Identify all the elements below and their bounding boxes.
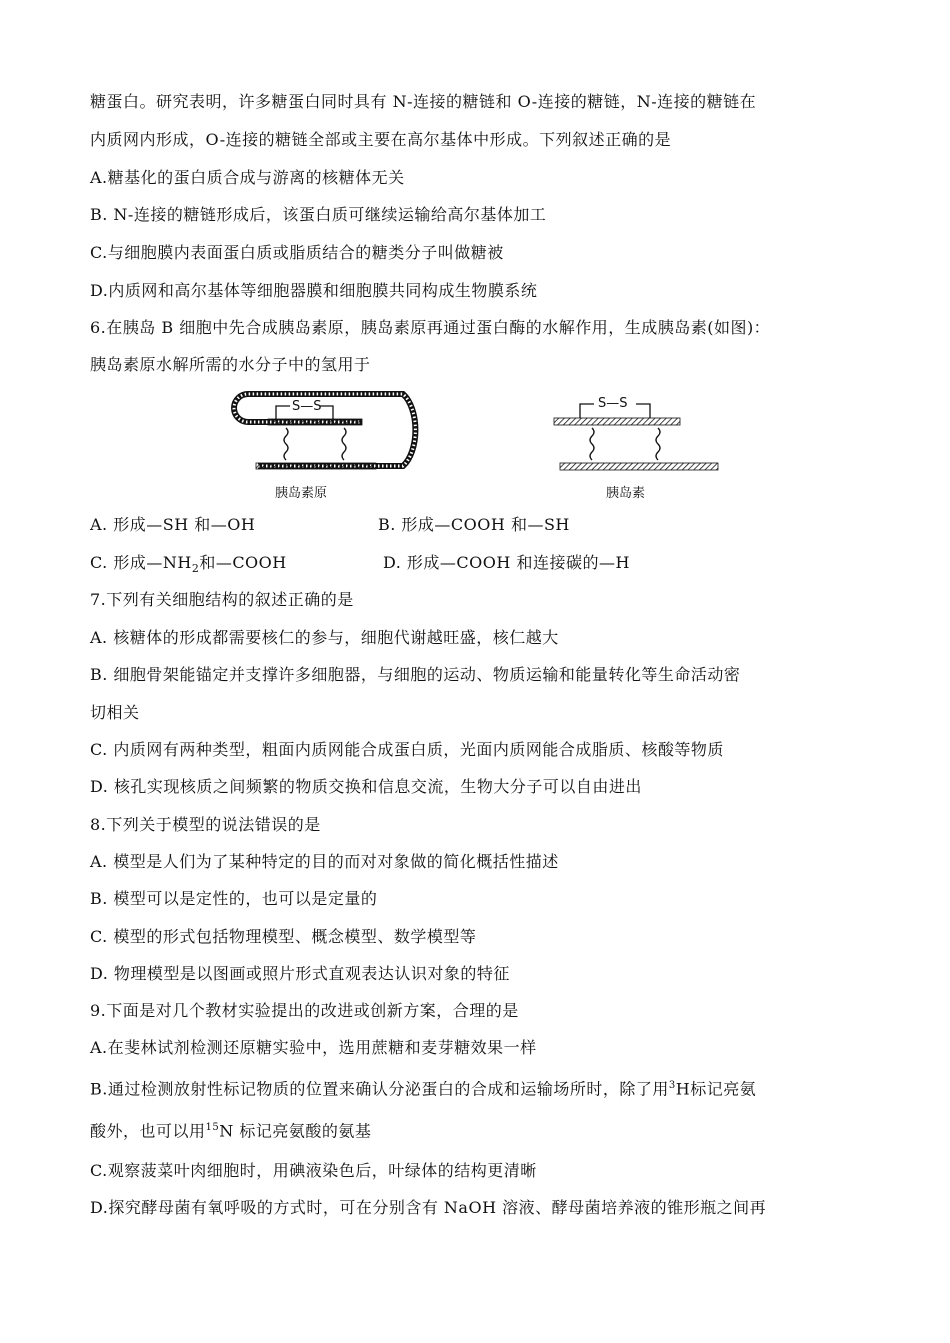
question-6-cont: 胰岛素原水解所需的水分子中的氢用于	[90, 355, 371, 374]
q6-option-d: D. 形成—COOH 和连接碳的—H	[383, 553, 630, 572]
figure-label-proinsulin: 胰岛素原	[275, 486, 328, 501]
q8-option-d: D. 物理模型是以图画或照片形式直观表达认识对象的特征	[90, 964, 510, 983]
figure-label-insulin: 胰岛素	[606, 486, 646, 501]
question-7: 7.下列有关细胞结构的叙述正确的是	[90, 590, 354, 609]
option-d: D.内质网和高尔基体等细胞器膜和细胞膜共同构成生物膜系统	[90, 281, 538, 300]
q7-option-b: B. 细胞骨架能锚定并支撑许多细胞器，与细胞的运动、物质运输和能量转化等生命活动密	[90, 665, 741, 684]
q9-option-b-cont-text: 酸外，也可以用	[90, 1121, 206, 1141]
q6-option-c-text: C. 形成—NH	[90, 553, 192, 572]
disulfide-label-right: S—S	[598, 396, 628, 411]
q7-option-b-cont: 切相关	[90, 703, 140, 722]
insulin-figure	[552, 396, 722, 476]
option-a: A.糖基化的蛋白质合成与游离的核糖体无关	[90, 168, 405, 187]
q6-option-c	[90, 553, 287, 579]
question-9: 9.下面是对几个教材实验提出的改进或创新方案，合理的是	[90, 1001, 519, 1020]
text-line: 内质网内形成，O-连接的糖链全部或主要在高尔基体中形成。下列叙述正确的是	[90, 130, 672, 149]
insulin-diagram	[552, 396, 722, 476]
disulfide-label-left: S—S	[292, 399, 322, 414]
q9-option-b-sup: 3	[668, 1080, 676, 1091]
q9-option-b-text: B.通过检测放射性标记物质的位置来确认分泌蛋白的合成和运输场所时，除了用	[90, 1079, 669, 1099]
q9-option-d: D.探究酵母菌有氧呼吸的方式时，可在分别含有 NaOH 溶液、酵母菌培养液的锥形瓶之间再	[90, 1198, 767, 1217]
q8-option-b: B. 模型可以是定性的，也可以是定量的	[90, 889, 378, 908]
q6-option-c-subscript: 2	[191, 562, 200, 576]
q7-option-a: A. 核糖体的形成都需要核仁的参与，细胞代谢越旺盛，核仁越大	[90, 628, 559, 647]
q9-option-b-cont-sup: 15	[205, 1122, 220, 1133]
q7-option-c: C. 内质网有两种类型，粗面内质网能合成蛋白质，光面内质网能合成脂质、核酸等物质	[90, 740, 724, 759]
q8-option-c: C. 模型的形式包括物理模型、概念模型、数学模型等	[90, 927, 477, 946]
q7-option-d: D. 核孔实现核质之间频繁的物质交换和信息交流，生物大分子可以自由进出	[90, 777, 642, 796]
q9-option-b-text-end: H标记亮氨	[675, 1079, 757, 1099]
q9-option-a: A.在斐林试剂检测还原糖实验中，选用蔗糖和麦芽糖效果一样	[90, 1038, 537, 1057]
option-c: C.与细胞膜内表面蛋白质或脂质结合的糖类分子叫做糖被	[90, 243, 504, 262]
proinsulin-diagram	[228, 388, 428, 498]
question-6: 6.在胰岛 B 细胞中先合成胰岛素原，胰岛素原再通过蛋白酶的水解作用，生成胰岛素(如图)：	[90, 318, 771, 337]
question-8: 8.下列关于模型的说法错误的是	[90, 815, 321, 834]
proinsulin-figure	[228, 388, 428, 498]
q6-option-b: B. 形成—COOH 和—SH	[378, 515, 570, 534]
q8-option-a: A. 模型是人们为了某种特定的目的而对对象做的简化概括性描述	[90, 852, 559, 871]
q6-option-c-text-end: 和—COOH	[199, 553, 287, 572]
option-b: B. N-连接的糖链形成后，该蛋白质可继续运输给高尔基体加工	[90, 205, 547, 224]
q6-option-a: A. 形成—SH 和—OH	[90, 515, 256, 534]
text-line: 糖蛋白。研究表明，许多糖蛋白同时具有 N-连接的糖链和 O-连接的糖链，N-连接的糖链在	[90, 92, 757, 111]
q9-option-c: C.观察菠菜叶肉细胞时，用碘液染色后，叶绿体的结构更清晰	[90, 1161, 537, 1180]
q9-option-b-cont	[90, 1118, 371, 1141]
q9-option-b-cont-text-end: N 标记亮氨酸的氨基	[219, 1121, 372, 1141]
q9-option-b	[90, 1076, 756, 1099]
